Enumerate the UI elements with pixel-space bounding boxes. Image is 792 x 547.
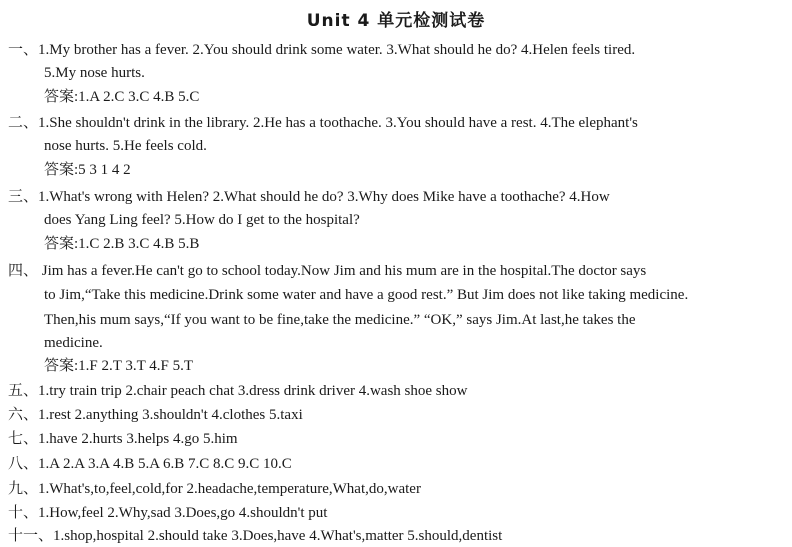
section-3-line-2: does Yang Ling feel? 5.How do I get to the hospital? [44, 212, 360, 228]
section-4-line-1: 四、 Jim has a fever.He can't go to school today.Now Jim and his mum are in the hospital.The doctor says [8, 263, 647, 279]
section-1-line-1: 一、1.My brother has a fever. 2.You should drink some water. 3.What should he do? 4.Helen feels tired. [8, 42, 636, 58]
section-3-answer: 答案:1.C 2.B 3.C 4.B 5.B [44, 236, 200, 252]
section-9: 九、1.What's,to,feel,cold,for 2.headache,temperature,What,do,water [8, 481, 421, 497]
page-title: Unit 4 单元检测试卷 [306, 11, 486, 31]
section-1-line-2: 5.My nose hurts. [44, 65, 145, 81]
section-7: 七、1.have 2.hurts 3.helps 4.go 5.him [8, 431, 238, 447]
section-2-line-1: 二、1.She shouldn't drink in the library. 2.He has a toothache. 3.You should have a rest. 4.The elephant's [8, 115, 638, 131]
section-8: 八、1.A 2.A 3.A 4.B 5.A 6.B 7.C 8.C 9.C 10.C [8, 456, 292, 472]
section-6: 六、1.rest 2.anything 3.shouldn't 4.clothes 5.taxi [8, 407, 303, 423]
section-4-answer: 答案:1.F 2.T 3.T 4.F 5.T [44, 358, 194, 374]
section-11: 十一、1.shop,hospital 2.should take 3.Does,have 4.What's,matter 5.should,dentist [8, 528, 503, 544]
section-1-answer: 答案:1.A 2.C 3.C 4.B 5.C [44, 89, 200, 105]
section-3-line-1: 三、1.What's wrong with Helen? 2.What should he do? 3.Why does Mike have a toothache? 4.How [8, 189, 610, 205]
section-4-line-3: Then,his mum says,“If you want to be fine,take the medicine.” “OK,” says Jim.At last,he takes the [44, 312, 636, 328]
section-2-line-2: nose hurts. 5.He feels cold. [44, 138, 207, 154]
section-5: 五、1.try train trip 2.chair peach chat 3.dress drink driver 4.wash shoe show [8, 383, 468, 399]
section-4-line-4: medicine. [44, 335, 103, 351]
section-2-answer: 答案:5 3 1 4 2 [44, 162, 131, 178]
section-4-line-2: to Jim,“Take this medicine.Drink some water and have a good rest.” But Jim does not like taking medicine. [44, 287, 689, 303]
section-10: 十、1.How,feel 2.Why,sad 3.Does,go 4.shouldn't put [8, 505, 328, 521]
